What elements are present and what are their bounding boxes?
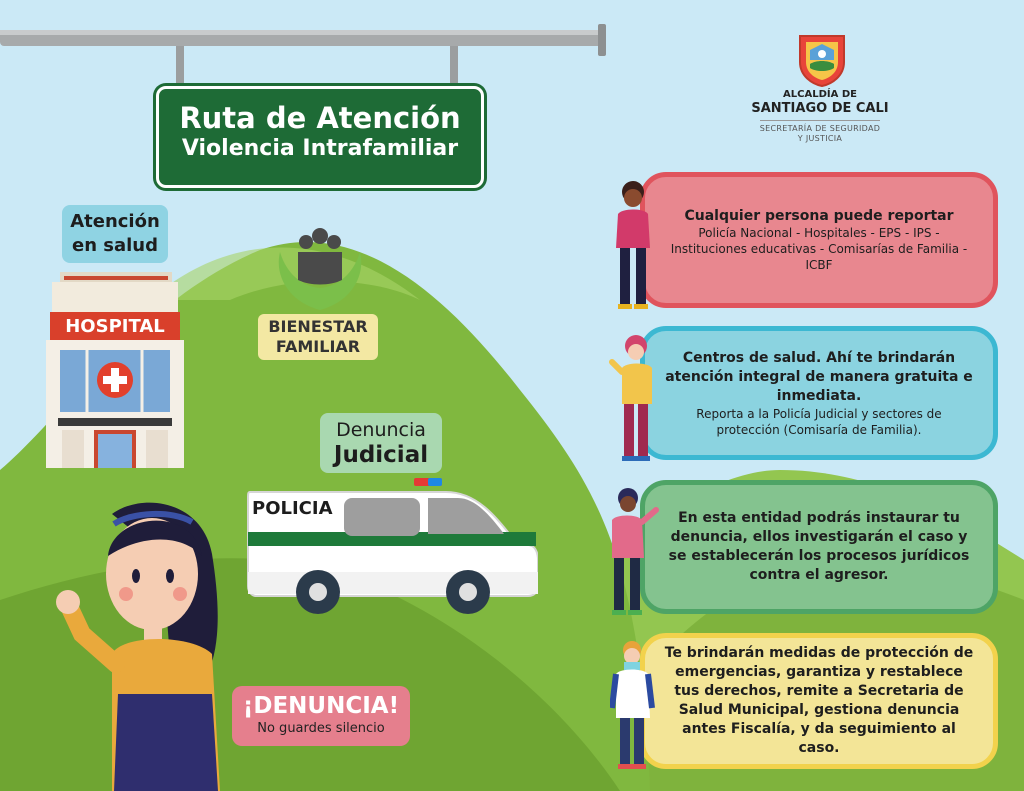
hospital-building-icon — [44, 270, 186, 470]
denuncia-callout — [232, 686, 410, 746]
person-figure-4 — [610, 638, 660, 770]
judicial-label — [320, 413, 442, 473]
card4-text: Te brindarán medidas de protección de emergencias, garantiza y restablece tus derechos, remite a Secretaria de Salud Municipal, gestiona denuncia antes Fiscalía, y da seguimiento al caso. — [664, 645, 974, 756]
alcaldia-logo-text — [740, 89, 900, 144]
woman-waving-illustration — [52, 494, 232, 791]
salud-label — [62, 205, 168, 263]
logo-line4: Y JUSTICIA — [797, 134, 843, 143]
card-cualquier-persona — [640, 172, 998, 308]
card1-body: Policía Nacional - Hospitales - EPS - IPS - Instituciones educativas - Comisarías de Familia - ICBF — [670, 226, 968, 272]
denuncia-title: ¡DENUNCIA! — [242, 693, 400, 719]
card1-heading: Cualquier persona puede reportar — [684, 208, 954, 224]
logo-line2: SANTIAGO DE CALI — [751, 101, 889, 116]
sign-subtitle: Violencia Intrafamiliar — [181, 136, 459, 161]
person-figure-2 — [606, 332, 658, 462]
police-van-text: POLICIA — [252, 498, 333, 519]
bienestar-familiar-logo-icon — [270, 222, 370, 314]
logo-line1: ALCALDÍA DE — [783, 89, 857, 100]
card-medidas-proteccion — [640, 633, 998, 769]
bienestar-line2: FAMILIAR — [275, 337, 361, 356]
card3-text: En esta entidad podrás instaurar tu denuncia, ellos investigarán el caso y se establecerán los procesos jurídicos contra el agresor. — [668, 510, 970, 583]
judicial-label-line2: Judicial — [333, 442, 429, 468]
card2-heading: Centros de salud. Ahí te brindarán atención integral de manera gratuita e inmediata. — [665, 349, 973, 404]
person-figure-3 — [604, 484, 664, 616]
judicial-label-line1: Denuncia — [336, 419, 426, 441]
denuncia-subtitle: No guardes silencio — [257, 721, 385, 736]
card-denuncia-entidad — [640, 480, 998, 614]
card2-body: Reporta a la Policía Judicial y sectores de protección (Comisaría de Familia). — [696, 406, 942, 437]
bienestar-line1: BIENESTAR — [268, 317, 368, 336]
salud-label-line2: en salud — [71, 235, 159, 256]
card-centros-salud — [640, 326, 998, 460]
hospital-sign: HOSPITAL — [65, 316, 165, 337]
cali-coat-of-arms-icon — [796, 32, 848, 88]
title-sign — [156, 86, 484, 188]
person-figure-1 — [608, 178, 658, 310]
logo-divider — [760, 120, 880, 121]
logo-line3: SECRETARÍA DE SEGURIDAD — [759, 124, 881, 133]
salud-label-line1: Atención — [70, 211, 160, 232]
sign-title: Ruta de Atención — [179, 101, 461, 135]
bienestar-familiar-label — [258, 314, 378, 360]
